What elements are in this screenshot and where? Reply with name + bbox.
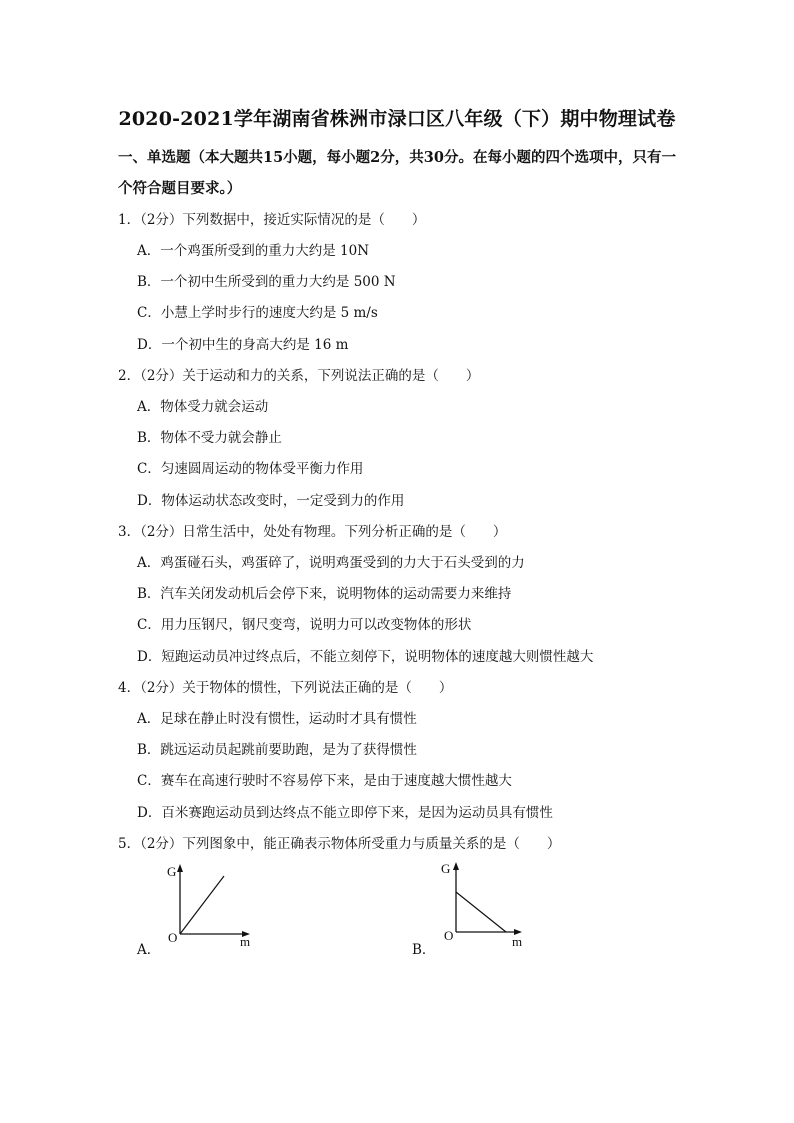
question-3-option-d: D．短跑运动员冲过终点后，不能立刻停下，说明物体的速度越大则惯性越大 xyxy=(137,649,594,665)
question-4-option-a: A．足球在静止时没有惯性，运动时才具有惯性 xyxy=(137,711,417,727)
question-1-option-c: C．小慧上学时步行的速度大约是 5 m/s xyxy=(137,305,378,321)
graph-a-option-label: A． xyxy=(137,942,161,958)
question-2-option-c: C．匀速圆周运动的物体受平衡力作用 xyxy=(137,461,364,477)
graph-a-origin-label: O xyxy=(168,930,178,945)
question-4-option-b: B．跳远运动员起跳前要助跑，是为了获得惯性 xyxy=(137,742,417,758)
question-1-option-d: D．一个初中生的身高大约是 16 m xyxy=(137,337,349,353)
question-3-stem: 3．（2分）日常生活中，处处有物理。下列分析正确的是（ ） xyxy=(118,524,507,540)
graph-a-y-label: G xyxy=(167,864,177,879)
graph-b-origin-label: O xyxy=(444,928,454,943)
graph-b-option-label: B． xyxy=(412,942,436,958)
graph-b-x-label: m xyxy=(512,934,523,949)
graph-a-x-label: m xyxy=(240,934,251,949)
graph-b xyxy=(436,858,536,948)
question-3-option-c: C．用力压钢尺，钢尺变弯，说明力可以改变物体的形状 xyxy=(137,617,472,633)
graph-a-y-arrow xyxy=(177,864,183,872)
graph-a-line xyxy=(180,876,224,934)
question-1-option-a: A．一个鸡蛋所受到的重力大约是 10N xyxy=(137,243,370,259)
question-3-option-b: B．汽车关闭发动机后会停下来，说明物体的运动需要力来维持 xyxy=(137,586,512,602)
question-4-option-c: C．赛车在高速行驶时不容易停下来，是由于速度越大惯性越大 xyxy=(137,773,512,789)
section-heading-line2: 个符合题目要求。） xyxy=(118,180,242,197)
graph-b-y-arrow xyxy=(453,862,459,870)
question-2-stem: 2．（2分）关于运动和力的关系，下列说法正确的是（ ） xyxy=(118,368,480,384)
question-3-option-a: A．鸡蛋碰石头，鸡蛋碎了，说明鸡蛋受到的力大于石头受到的力 xyxy=(137,555,525,571)
graph-b-line xyxy=(456,892,506,932)
question-4-stem: 4．（2分）关于物体的惯性，下列说法正确的是（ ） xyxy=(118,680,453,696)
question-1-stem: 1．（2分）下列数据中，接近实际情况的是（ ） xyxy=(118,212,426,228)
question-2-option-d: D．物体运动状态改变时，一定受到力的作用 xyxy=(137,493,405,509)
question-2-option-b: B．物体不受力就会静止 xyxy=(137,430,282,446)
graph-b-y-label: G xyxy=(441,861,451,876)
section-heading-line1: 一、单选题（本大题共15小题，每小题2分，共30分。在每小题的四个选项中，只有一 xyxy=(118,149,676,166)
question-1-option-b: B．一个初中生所受到的重力大约是 500 N xyxy=(137,274,396,290)
exam-title: 2020-2021学年湖南省株洲市渌口区八年级（下）期中物理试卷 xyxy=(118,108,676,130)
question-4-option-d: D．百米赛跑运动员到达终点不能立即停下来，是因为运动员具有惯性 xyxy=(137,805,553,821)
question-5-stem: 5．（2分）下列图象中，能正确表示物体所受重力与质量关系的是（ ） xyxy=(118,836,561,852)
graph-a xyxy=(160,862,260,952)
question-2-option-a: A．物体受力就会运动 xyxy=(137,399,269,415)
